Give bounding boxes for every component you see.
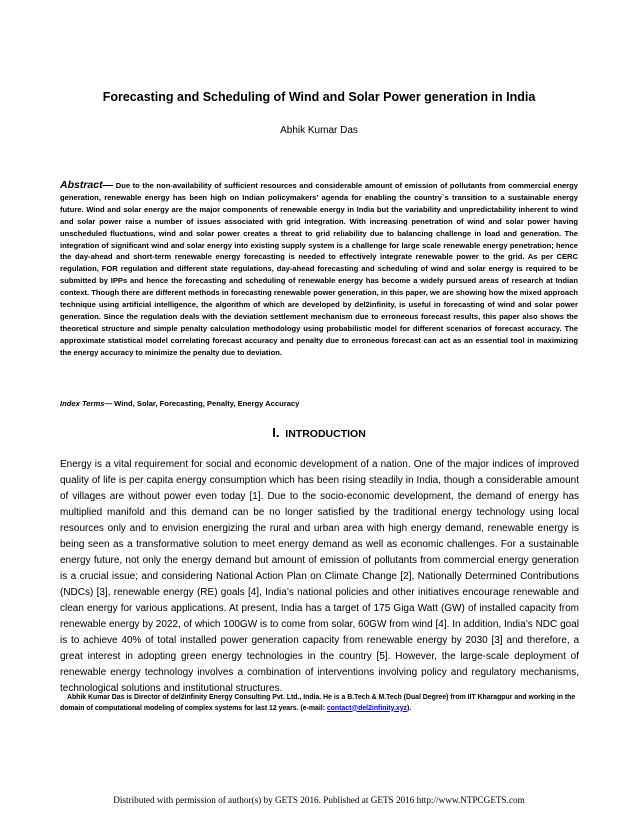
footnote-text: Abhik Kumar Das is Director of del2infinity Energy Consulting Pvt. Ltd., India. He is a B.Tech & M.Tech (Dual Degree) from IIT Kharagpur and working in the domain of computational modeling of complex systems for last 12 years. (e-mail:: [60, 694, 576, 712]
author-name: Abhik Kumar Das: [280, 125, 358, 136]
author-email-link[interactable]: contact@del2infinity.xyz: [326, 704, 407, 712]
abstract: [60, 180, 578, 359]
section-heading-introduction: [0, 425, 638, 440]
paper-title: Forecasting and Scheduling of Wind and Solar Power generation in India: [102, 90, 536, 104]
index-terms: [60, 399, 578, 408]
section-number: I.: [272, 425, 280, 440]
index-terms-label: Index Terms—: [60, 399, 113, 408]
section-title: INTRODUCTION: [285, 428, 366, 440]
page-footer: Distributed with permission of author(s) by GETS 2016. Published at GETS 2016 http://www.NTPCGETS.com: [113, 795, 525, 805]
author-footnote: [60, 693, 579, 714]
footnote-end: ).: [407, 704, 412, 712]
introduction-paragraph: Energy is a vital requirement for social and economic development of a nation. One of the major indices of improved quality of life is per capita energy consumption which has been rising steadily in India, though a considerable amount of villages are without power even today [1]. Due to the socio-economic development, the demand of energy has multiplied manifold and this demand can be no longer satisfied by the traditional energy technology using local resources only and to envision energizing the rural and urban area with high energy demand, renewable energy is being seen as a transformative solution to meet energy demand as well as economic challenges. For a sustainable energy future, not only the energy demand but amount of emission of pollutants from commercial energy generation is a crucial issue; and considering National Action Plan on Climate Change [2], Nationally Determined Contributions (NDCs) [3], renewable energy (RE) goals [4], India’s national policies and other initiatives encourage renewable and clean energy for various applications. At present, India has a target of 175 Giga Watt (GW) of installed capacity from renewable energy by 2022, of which 100GW is to come from solar, 60GW from wind [4]. In addition, India’s NDC goal is to achieve 40% of total installed power generation capacity from renewable energy by 2030 [3] and therefore, a great interest in adopting green energy technologies in the country [5]. However, the large-scale deployment of renewable energy technology involves a combination of interventions involving policy and regulatory mechanisms, technological solutions and institutional structures.: [60, 459, 579, 694]
abstract-label: Abstract—: [60, 179, 114, 191]
index-terms-text: Wind, Solar, Forecasting, Penalty, Energy Accuracy: [112, 399, 300, 408]
abstract-text: Due to the non-availability of sufficient resources and considerable amount of emission of pollutants from commercial energy generation, renewable energy has been high on Indian policymakers’ agenda for enabling the country`s transition to a sustainable energy future. Wind and solar energy are the major components of renewable energy in India but the variability and unpredictability inherent to wind and solar power raise a number of issues associated with grid integration. With increasing penetration of wind and solar power having unscheduled fluctuations, wind and solar power creates a threat to grid reliability due to balancing challenge in load and generation. The integration of significant wind and solar energy into existing supply system is a challenge for large scale renewable energy penetration; hence the day-ahead and short-term renewable energy forecasting is needed to effectively integrate renewable power to the grid. As per CERC regulation, FOR regulation and different state regulations, day-ahead forecasting and scheduling of wind and solar energy is required to be submitted by IPPs and hence the forecasting and scheduling of renewable energy has become a widely pursued areas of research at Indian context. Though there are different methods in forecasting renewable power generation, in this paper, we are showing how the mixed approach technique using artificial intelligence, the algorithm of which are developed by del2infinity, is useful in forecasting of wind and solar power generation. Since the regulation deals with the deviation settlement mechanism due to erroneous forecast results, this paper also shows the theoretical structure and simple penalty calculation methodology using probabilistic model for different scenarios of forecast accuracy. The approximate statistical model correlating forecast accuracy and penalty due to erroneous forecast can act as an essential tool in maximizing the energy accuracy to minimize the penalty due to deviation.: [60, 181, 578, 357]
